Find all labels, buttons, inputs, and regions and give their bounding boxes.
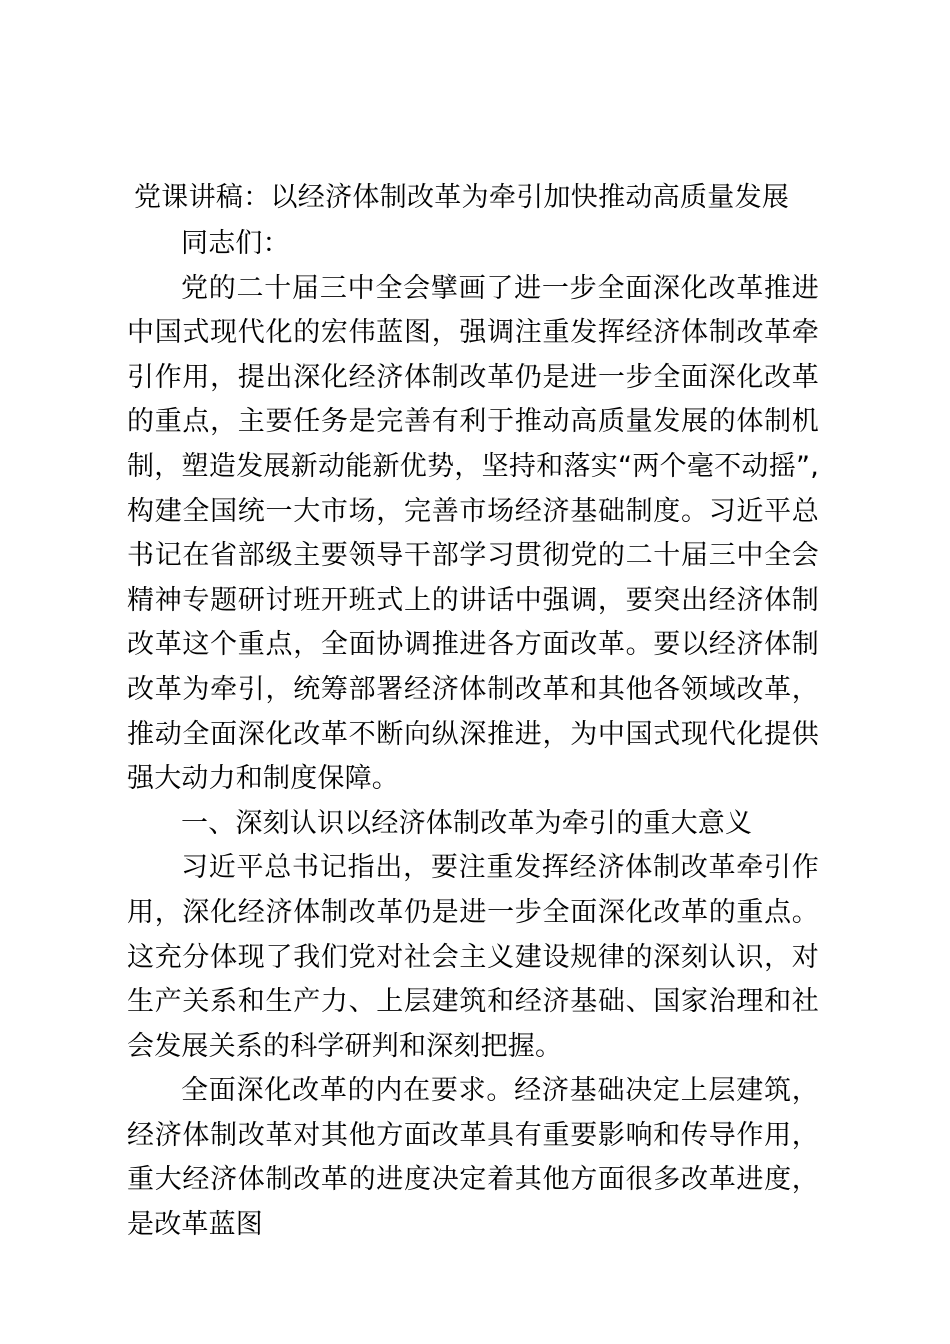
- paragraph-intro: 党的二十届三中全会擘画了进一步全面深化改革推进中国式现代化的宏伟蓝图，强调注重发挥经济体制改革牵引作用，提出深化经济体制改革仍是进一步全面深化改革的重点，主要任务是完善有利于推动高质量发展的体制机制，塑造发展新动能新优势，坚持和落实“两个毫不动摇”,构建全国统一大市场，完善市场经济基础制度。习近平总书记在省部级主要领导干部学习贯彻党的二十届三中全会精神专题研讨班开班式上的讲话中强调，要突出经济体制改革这个重点，全面协调推进各方面改革。要以经济体制改革为牵引，统筹部署经济体制改革和其他各领域改革，推动全面深化改革不断向纵深推进，为中国式现代化提供强大动力和制度保障。: [127, 272, 819, 795]
- section-heading-1: 一、深刻认识以经济体制改革为牵引的重大意义: [181, 807, 753, 839]
- paragraph-section-1: 习近平总书记指出，要注重发挥经济体制改革牵引作用，深化经济体制改革仍是进一步全面深化改革的重点。这充分体现了我们党对社会主义建设规律的深刻认识，对生产关系和生产力、上层建筑和经济基础、国家治理和社会发展关系的科学研判和深刻把握。: [127, 852, 819, 1062]
- document-title: 党课讲稿：以经济体制改革为牵引加快推动高质量发展: [134, 182, 790, 213]
- paragraph-requirement: 全面深化改革的内在要求。经济基础决定上层建筑，经济体制改革对其他方面改革具有重要影响和传导作用，重大经济体制改革的进度决定着其他方面很多改革进度，是改革蓝图: [127, 1075, 819, 1241]
- salutation: 同志们：: [181, 228, 290, 259]
- document-body: [127, 222, 819, 1248]
